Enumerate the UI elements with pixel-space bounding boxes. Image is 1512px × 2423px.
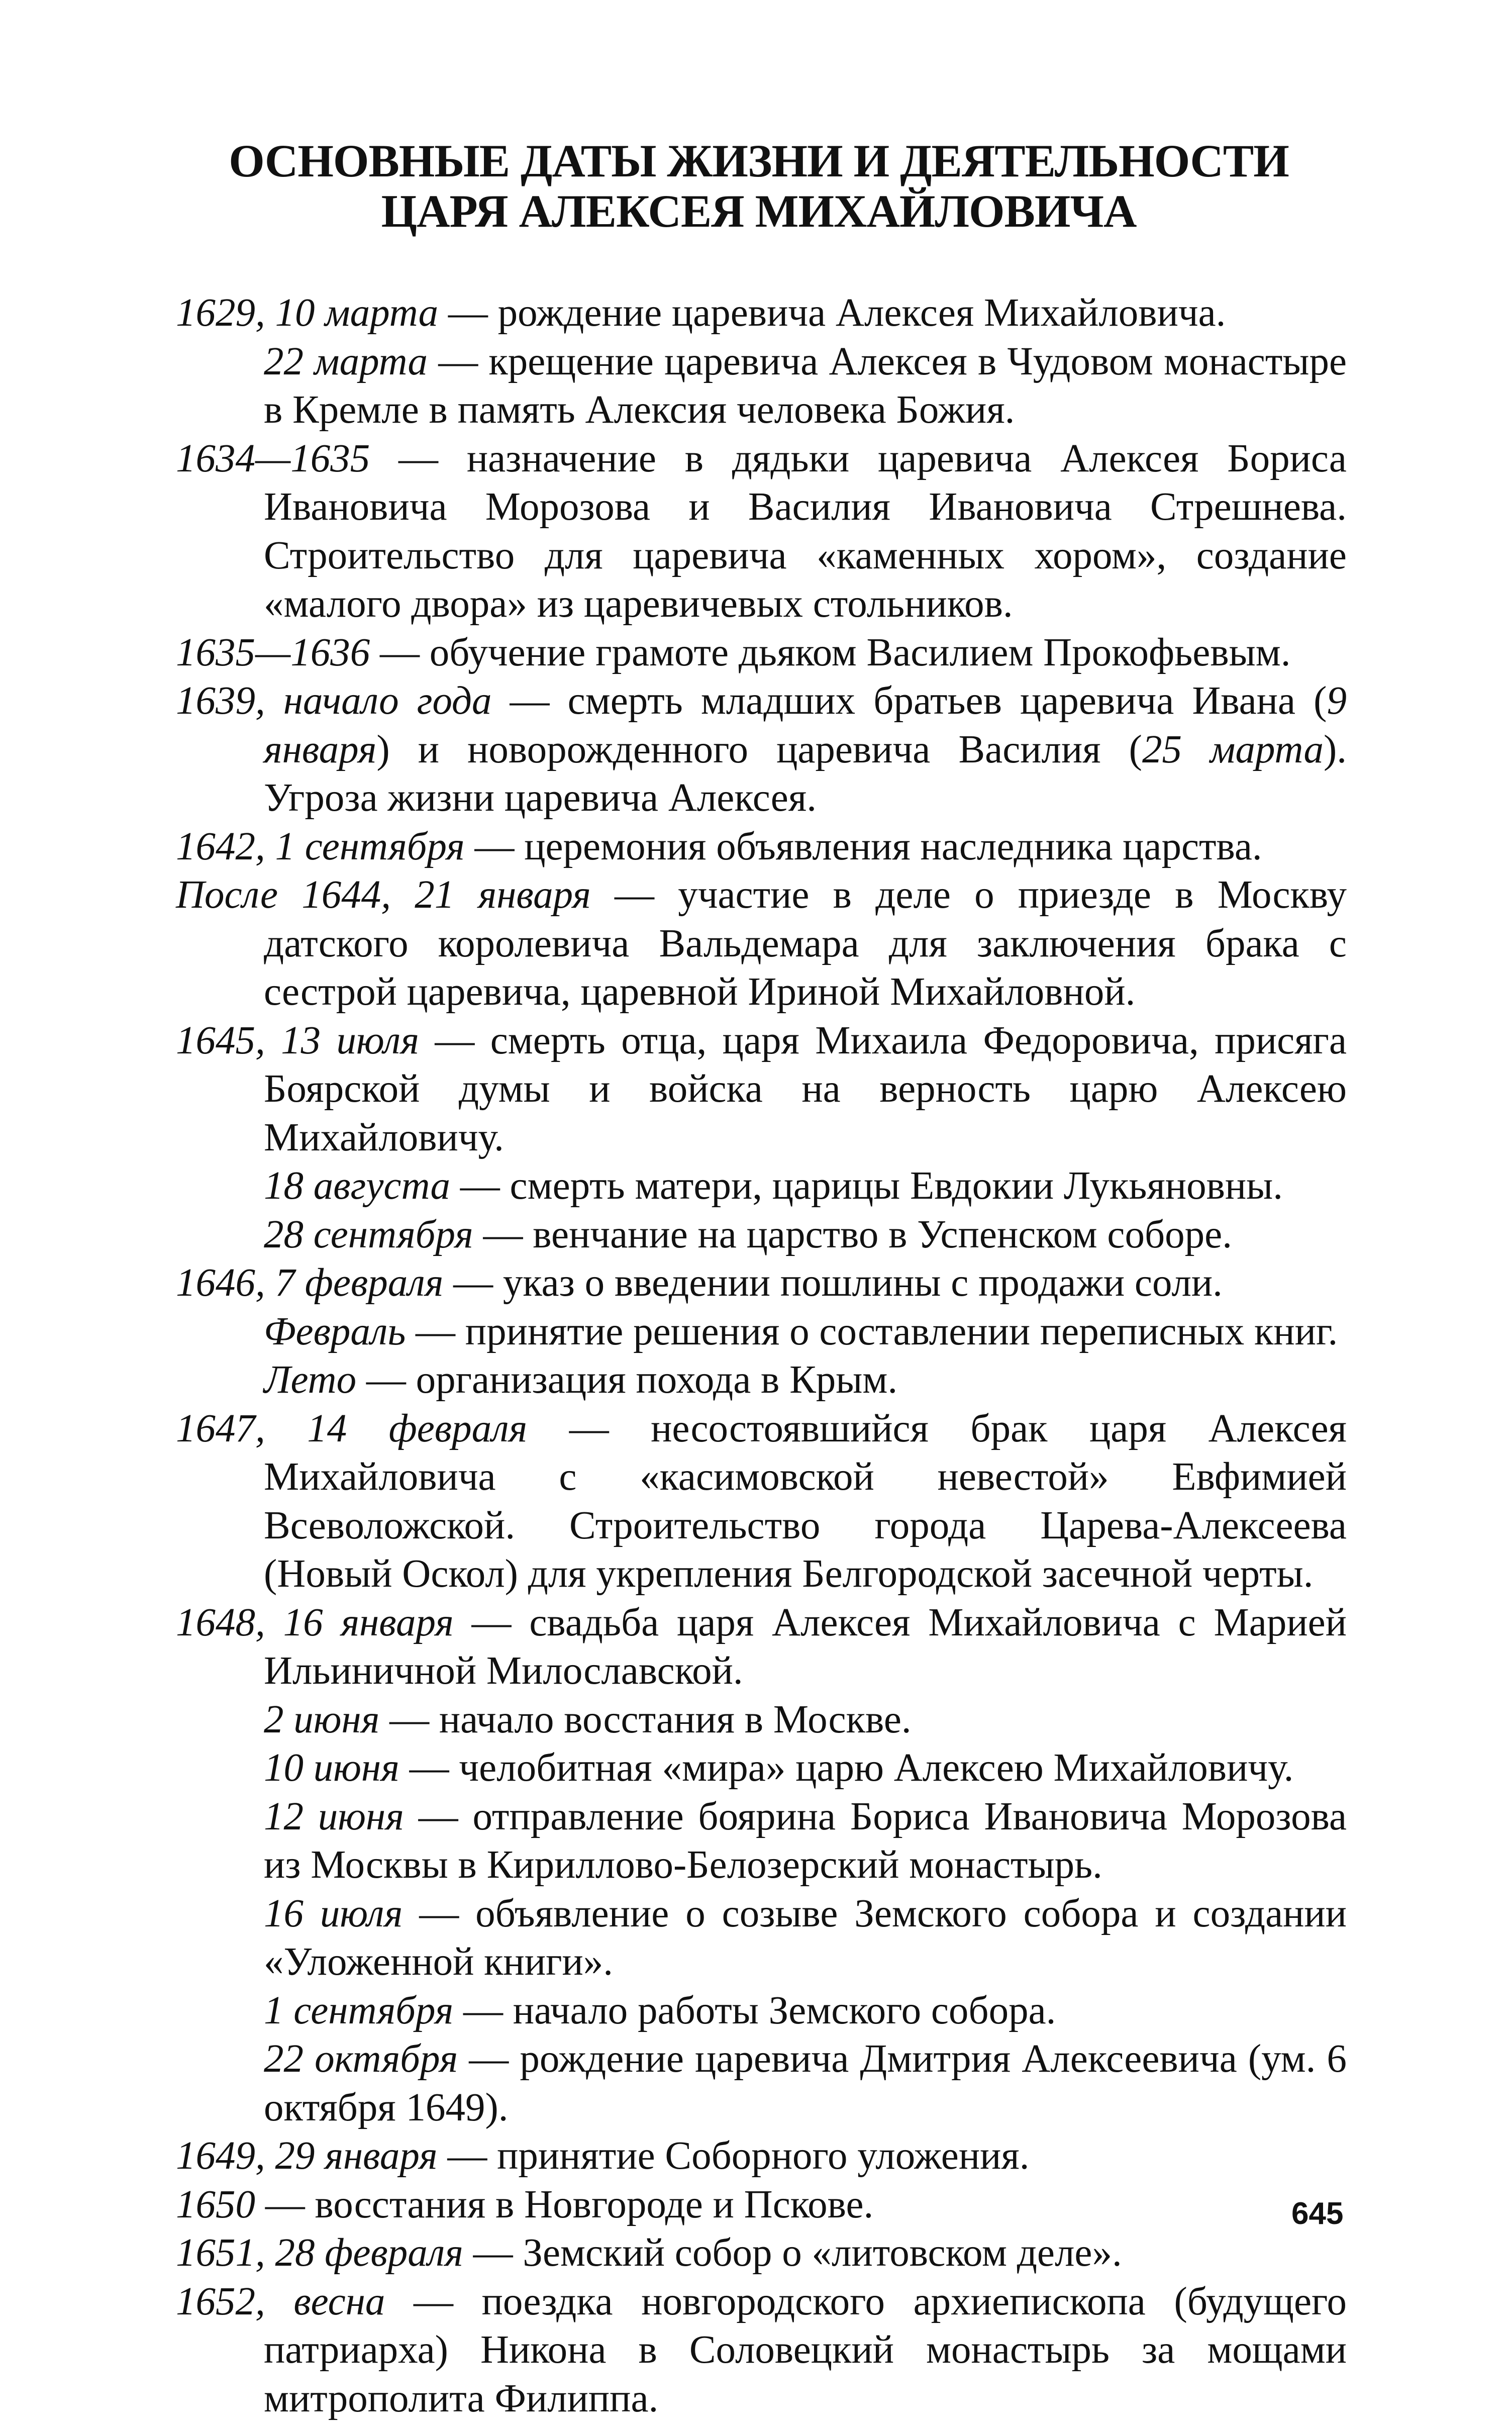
entry-text: — начало восстания в Москве. [379, 1698, 911, 1741]
entry-text: — принятие решения о составлении переписных книг. [406, 1310, 1338, 1353]
entry-date: 1650 [176, 2183, 255, 2226]
chronology-entry [176, 289, 1347, 338]
entry-text: — челобитная «мира» царю Алексею Михайловичу. [399, 1746, 1294, 1790]
entry-text: — смерть отца, царя Михаила Федоровича, присяга Боярской думы и войска на верность царю Алексею Михайловичу. [264, 1019, 1347, 1159]
entry-text: — обучение грамоте дьяком Василием Прокофьевым. [370, 631, 1290, 674]
entry-text: — организация похода в Крым. [356, 1358, 897, 1402]
chronology-entry [176, 677, 1347, 823]
entry-text: — рождение царевича Дмитрия Алексеевича (ум. 6 октября 1649). [264, 2037, 1347, 2129]
chronology-entry [176, 1987, 1347, 2036]
entry-date: 1651, 28 февраля [176, 2231, 463, 2275]
entry-text: — несостоявшийся брак царя Алексея Михайловича с «касимовской невестой» Евфимией Всеволожской. Строительство города Царева-Алексеева (Новый Оскол) для укрепления Белгородской засечной черты. [264, 1407, 1347, 1596]
entry-text: — венчание на царство в Успенском соборе. [473, 1213, 1232, 1256]
chronology-entry [176, 338, 1347, 435]
entry-text: — смерть матери, царицы Евдокии Лукьяновны. [450, 1164, 1283, 1208]
chronology-entry [176, 1259, 1347, 1308]
chronology-entry [176, 871, 1347, 1017]
entry-date: 1635—1636 [176, 631, 370, 674]
chronology-list [176, 289, 1347, 2423]
entry-date: 1 сентября [264, 1989, 453, 2032]
entry-text: — участие в деле о приезде в Москву датского королевича Вальдемара для заключения брака с сестрой царевича, царевной Ириной Михайловной. [264, 873, 1347, 1014]
entry-text: — назначение в дядьки царевича Алексея Бориса Ивановича Морозова и Василия Ивановича Стрешнева. Строительство для царевича «каменных хором», создание «малого двора» из царевичевых стольников. [264, 437, 1347, 626]
entry-text: — церемония объявления наследника царства. [465, 825, 1262, 868]
entry-date: Февраль [264, 1310, 406, 1353]
entry-text: — Земский собор о «литовском деле». [463, 2231, 1122, 2275]
entry-text: — объявление о созыве Земского собора и создании «Уложенной книги». [264, 1892, 1347, 1984]
entry-text: — принятие Соборного уложения. [438, 2134, 1030, 2178]
entry-text: — указ о введении пошлины с продажи соли. [443, 1261, 1223, 1305]
entry-date: 1634—1635 [176, 437, 370, 480]
entry-text: — крещение царевича Алексея в Чудовом монастыре в Кремле в память Алексия человека Божия. [264, 340, 1347, 432]
chronology-entry [176, 2278, 1347, 2423]
chronology-entry [176, 1211, 1347, 1259]
entry-date: 1648, 16 января [176, 1601, 454, 1644]
entry-text: — поездка новгородского архиепископа (будущего патриарха) Никона в Соловецкий монастырь за мощами митрополита Филиппа. [264, 2280, 1347, 2420]
entry-text: — рождение царевича Алексея Михайловича. [438, 291, 1226, 335]
entry-text: — восстания в Новгороде и Пскове. [255, 2183, 873, 2226]
page-number: 645 [1291, 2196, 1343, 2232]
chronology-entry [176, 1017, 1347, 1162]
page-title [166, 136, 1352, 236]
entry-date: 1645, 13 июля [176, 1019, 419, 1062]
chronology-entry [176, 1162, 1347, 1211]
entry-text: — смерть младших братьев царевича Ивана ( [491, 679, 1327, 723]
chronology-entry [176, 1599, 1347, 1696]
chronology-entry [176, 2035, 1347, 2132]
entry-date: Лето [264, 1358, 356, 1402]
entry-date: После 1644, 21 января [176, 873, 591, 917]
entry-date: 18 августа [264, 1164, 450, 1208]
chronology-entry [176, 1405, 1347, 1599]
entry-date: 1646, 7 февраля [176, 1261, 443, 1305]
entry-date: 1642, 1 сентября [176, 825, 465, 868]
entry-date: 22 марта [264, 340, 428, 383]
entry-date: 28 сентября [264, 1213, 473, 1256]
chronology-entry [176, 1744, 1347, 1793]
entry-date: 12 июня [264, 1795, 404, 1838]
entry-text: — начало работы Земского собора. [453, 1989, 1056, 2032]
entry-date-inline: 9 января [264, 679, 1347, 771]
chronology-entry [176, 1890, 1347, 1987]
entry-date-inline: 25 марта [1142, 728, 1324, 771]
chronology-entry [176, 2229, 1347, 2278]
chronology-entry [176, 2132, 1347, 2181]
chronology-entry [176, 823, 1347, 871]
entry-date: 1647, 14 февраля [176, 1407, 527, 1450]
entry-date: 1639, начало года [176, 679, 491, 723]
chronology-entry [176, 629, 1347, 677]
chronology-entry [176, 1356, 1347, 1405]
entry-date: 2 июня [264, 1698, 379, 1741]
chronology-entry [176, 1696, 1347, 1744]
title-line-1: ОСНОВНЫЕ ДАТЫ ЖИЗНИ И ДЕЯТЕЛЬНОСТИ [166, 136, 1352, 186]
chronology-entry [176, 1793, 1347, 1890]
chronology-entry [176, 435, 1347, 629]
entry-text: — отправление боярина Бориса Ивановича Морозова из Москвы в Кириллово-Белозерский монастырь. [264, 1795, 1347, 1887]
entry-date: 1652, весна [176, 2280, 385, 2323]
entry-text: ). Угроза жизни царевича Алексея. [264, 728, 1347, 820]
entry-date: 16 июля [264, 1892, 402, 1935]
entry-date: 1629, 10 марта [176, 291, 438, 335]
chronology-entry [176, 2181, 1347, 2230]
entry-date: 22 октября [264, 2037, 458, 2081]
chronology-entry [176, 1308, 1347, 1356]
entry-text: — свадьба царя Алексея Михайловича с Марией Ильиничной Милославской. [264, 1601, 1347, 1693]
entry-date: 10 июня [264, 1746, 399, 1790]
entry-date: 1649, 29 января [176, 2134, 438, 2178]
entry-text: ) и новорожденного царевича Василия ( [376, 728, 1142, 771]
title-line-2: ЦАРЯ АЛЕКСЕЯ МИХАЙЛОВИЧА [166, 186, 1352, 236]
